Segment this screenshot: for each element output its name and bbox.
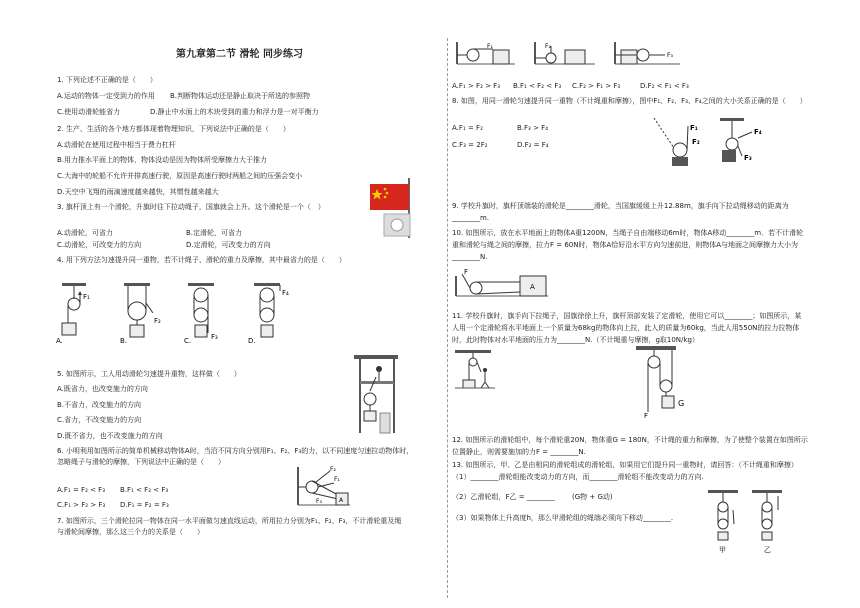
- q6-option-b: B.F₁ < F₂ < F₃: [120, 486, 169, 494]
- q13-fig-jia: [708, 490, 738, 554]
- q4-fig-a: [56, 283, 90, 345]
- q6-fig-label-a: A: [339, 497, 344, 504]
- q13-figures: [706, 490, 790, 558]
- q2-option-d: D.天空中飞翔的雨滴速度越来越快，其惯性越来越大: [57, 188, 219, 196]
- q8-stem: 8. 如图，用同一滑轮匀速提升同一重物（不计绳重和摩擦），图中F₁、F₂、F₃、F₄之间的大小关系正确的是（ ）: [452, 97, 807, 105]
- flag-figure: [368, 176, 420, 240]
- q7-stem-line2: 与滑轮间摩擦，那么这三个力的关系是（ ）: [57, 528, 204, 536]
- page-title: 第九章第二节 滑轮 同步练习: [176, 49, 303, 60]
- q7-stem-line1: 7. 如图所示，三个滑轮拉同一物体在同一水平面做匀速直线运动，所用拉力分别为F₁、F₂、F₃，不计滑轮重及绳: [57, 517, 402, 525]
- q7-fig-label-f1: F₁: [487, 43, 493, 50]
- q6-fig-label-f1: F₁: [334, 476, 340, 483]
- q4-force-f4: F₄: [282, 289, 289, 297]
- q8-option-a: A.F₁ = F₂: [452, 124, 483, 132]
- q6-stem-line1: 6. 小明利用如图所示的简单机械移动物体A时，当沿不同方向分别用F₁、F₂、F₃的力，以不同速度匀速拉动物体时，: [57, 447, 414, 455]
- q10-line2: 重和滑轮与绳之间的摩擦，拉力F = 60N时，物体A恰好沿水平方向匀速前进，则物体A与地面之间摩擦力大小为: [452, 241, 799, 249]
- q1-option-b: B.判断物体运动还是静止取决于所选的参照物: [170, 92, 311, 100]
- q4-label-a: A.: [56, 337, 63, 345]
- q12-figure: [630, 346, 690, 418]
- q12-line1: 12. 如图所示的滑轮组中，每个滑轮重20N，物体重G = 180N，不计绳的重力和摩擦，为了使整个装置在如图所示: [452, 436, 808, 444]
- q11-line2: 人用一个定滑轮将水平地面上一个质量为68kg的物体向上拉，此人的质量为60kg，当此人用550N的拉力拉物体: [452, 324, 800, 332]
- q8-fig-label-f2: F₂: [692, 138, 700, 146]
- q10-figure: [454, 266, 550, 302]
- q5-option-b: B.不省力，改变施力的方向: [57, 401, 142, 409]
- q7-option-b: B.F₁ < F₂ < F₃: [513, 82, 562, 90]
- q7-fig-label-f3: F₃: [667, 52, 673, 59]
- q2-option-a: A.动滑轮在使用过程中相当于费力杠杆: [57, 141, 176, 149]
- q7-fig-label-f2: F₂: [545, 43, 551, 50]
- q3-stem: 3. 旗杆顶上有一个滑轮，升旗时往下拉动绳子，国旗就会上升。这个滑轮是一个（ ）: [57, 203, 325, 211]
- q1-option-a: A.运动的物体一定受到力的作用: [57, 92, 155, 100]
- q4-label-d: D.: [248, 337, 256, 345]
- q10-fig-label-f: F: [464, 268, 469, 276]
- q11-line1: 11. 学校升旗时，旗手向下拉绳子，国旗徐徐上升，旗杆顶部安装了定滑轮，使用它可以________；如图所示，某: [452, 312, 802, 320]
- q13-label-yi: 乙: [764, 546, 771, 554]
- q3-option-d: D.定滑轮，可改变力的方向: [186, 241, 271, 249]
- q7-option-d: D.F₂ < F₁ < F₃: [640, 82, 689, 90]
- q8-fig-label-f3: F₃: [744, 154, 752, 162]
- q4-label-c: C.: [184, 337, 192, 345]
- q9-line2: ________m.: [452, 214, 490, 222]
- q1-stem: 1. 下列论述不正确的是（ ）: [57, 76, 157, 84]
- q4-stem: 4. 用下列方法匀速提升同一重物，若不计绳子、滑轮的重力及摩擦，其中最省力的是（ ）: [57, 256, 346, 264]
- q4-force-f2: F₂: [154, 317, 161, 325]
- q10-line3: ________N.: [452, 253, 488, 261]
- q6-option-c: C.F₁ > F₂ > F₃: [57, 501, 106, 509]
- q7-fig-2: [535, 42, 595, 64]
- q1-option-c: C.使用动滑轮能省力: [57, 108, 121, 116]
- q7-figures: [455, 40, 685, 68]
- q11-figure: [453, 350, 497, 390]
- q6-option-a: A.F₁ = F₂ < F₃: [57, 486, 106, 494]
- q10-fig-label-a: A: [530, 283, 535, 291]
- q7-fig-3: [615, 42, 680, 64]
- q7-fig-1: [457, 42, 515, 64]
- q13-sub1: （1）________滑轮组能改变动力的方向，而________滑轮组不能改变动力的方向.: [452, 473, 704, 481]
- q2-option-b: B.用力推水平面上的物体，物体没动是因为物体所受摩擦力大于推力: [57, 156, 268, 164]
- q7-option-a: A.F₁ > F₂ > F₃: [452, 82, 501, 90]
- q10-line1: 10. 如图所示，放在水平地面上的物体A重1200N，当绳子自由端移动6m时，物体A移动________m．若不计滑轮: [452, 229, 804, 237]
- q8-option-d: D.F₂ = F₄: [517, 141, 549, 149]
- column-divider: [447, 38, 448, 598]
- q8-option-c: C.F₃ = 2F₂: [452, 141, 488, 149]
- q4-fig-c: [184, 283, 218, 345]
- q9-line1: 9. 学校升旗时，旗杆顶端装的滑轮是________滑轮，当国旗缓缓上升12.88m，旗手向下拉动绳移动的距离为: [452, 202, 789, 210]
- q6-option-d: D.F₁ = F₂ = F₃: [120, 501, 169, 509]
- q7-option-c: C.F₂ > F₁ > F₃: [572, 82, 621, 90]
- q12-fig-label-f: F: [644, 412, 649, 420]
- q4-label-b: B.: [120, 337, 128, 345]
- q5-option-c: C.省力，不改变施力的方向: [57, 416, 142, 424]
- q4-figures: [58, 283, 308, 348]
- q8-fig-label-f1: F₁: [690, 124, 698, 132]
- q6-figure: [296, 465, 352, 507]
- q4-force-f1: F₁: [83, 293, 90, 301]
- q13-sub2-prefix: （2）乙滑轮组，F乙 = ________: [452, 493, 555, 501]
- q2-option-c: C.大海中的轮船不允许并排高速行驶，原因是高速行驶时两船之间的压强会变小: [57, 172, 303, 180]
- q12-line2: 位置静止，则需要施加的力F = ________N.: [452, 448, 586, 456]
- q11-line3: 时，此时物体对水平地面的压力为________N.（不计绳重与摩擦，g取10N/kg）: [452, 336, 699, 344]
- q13-label-jia: 甲: [719, 546, 726, 554]
- q5-option-a: A.既省力，也改变施力的方向: [57, 385, 148, 393]
- q12-fig-label-g: G: [678, 399, 685, 408]
- q6-fig-label-f3: F₃: [316, 498, 322, 505]
- q13-fig-yi: [752, 490, 782, 554]
- q3-option-b: B.定滑轮，可省力: [186, 229, 243, 237]
- q5-stem: 5. 如图所示，工人用动滑轮匀速提升重物，这样做（ ）: [57, 370, 241, 378]
- q1-option-d: D.静止中水面上的木块受到的重力和浮力是一对平衡力: [150, 108, 319, 116]
- q6-fig-label-f2: F₂: [330, 466, 336, 473]
- q8-option-b: B.F₃ > F₄: [517, 124, 549, 132]
- q5-worker-figure: [354, 355, 404, 435]
- q8-figure: [652, 116, 770, 168]
- q13-sub3: （3）如果物体上升高度h，那么甲滑轮组的绳端必须向下移动________.: [452, 514, 674, 522]
- q4-force-f3: F₃: [211, 333, 218, 341]
- q2-stem: 2. 生产、生活的各个地方都体现着物理知识，下列说法中正确的是（ ）: [57, 125, 290, 133]
- q13-line1: 13. 如图所示，甲、乙是由相同的滑轮组成的滑轮组，如果用它们提升同一重物时，请回答：（不计绳重和摩擦）: [452, 461, 798, 469]
- q8-fig-label-f4: F₄: [754, 128, 762, 136]
- q3-option-c: C.动滑轮，可改变力的方向: [57, 241, 142, 249]
- q3-option-a: A.动滑轮，可省力: [57, 229, 113, 237]
- q13-sub2-suffix: (G物 + G动): [572, 493, 613, 501]
- q4-fig-d: [248, 283, 289, 345]
- q6-stem-line2: 忽略绳子与滑轮的摩擦，下列说法中正确的是（ ）: [57, 458, 225, 466]
- q5-option-d: D.既不省力，也不改变施力的方向: [57, 432, 163, 440]
- q4-fig-b: [120, 283, 161, 345]
